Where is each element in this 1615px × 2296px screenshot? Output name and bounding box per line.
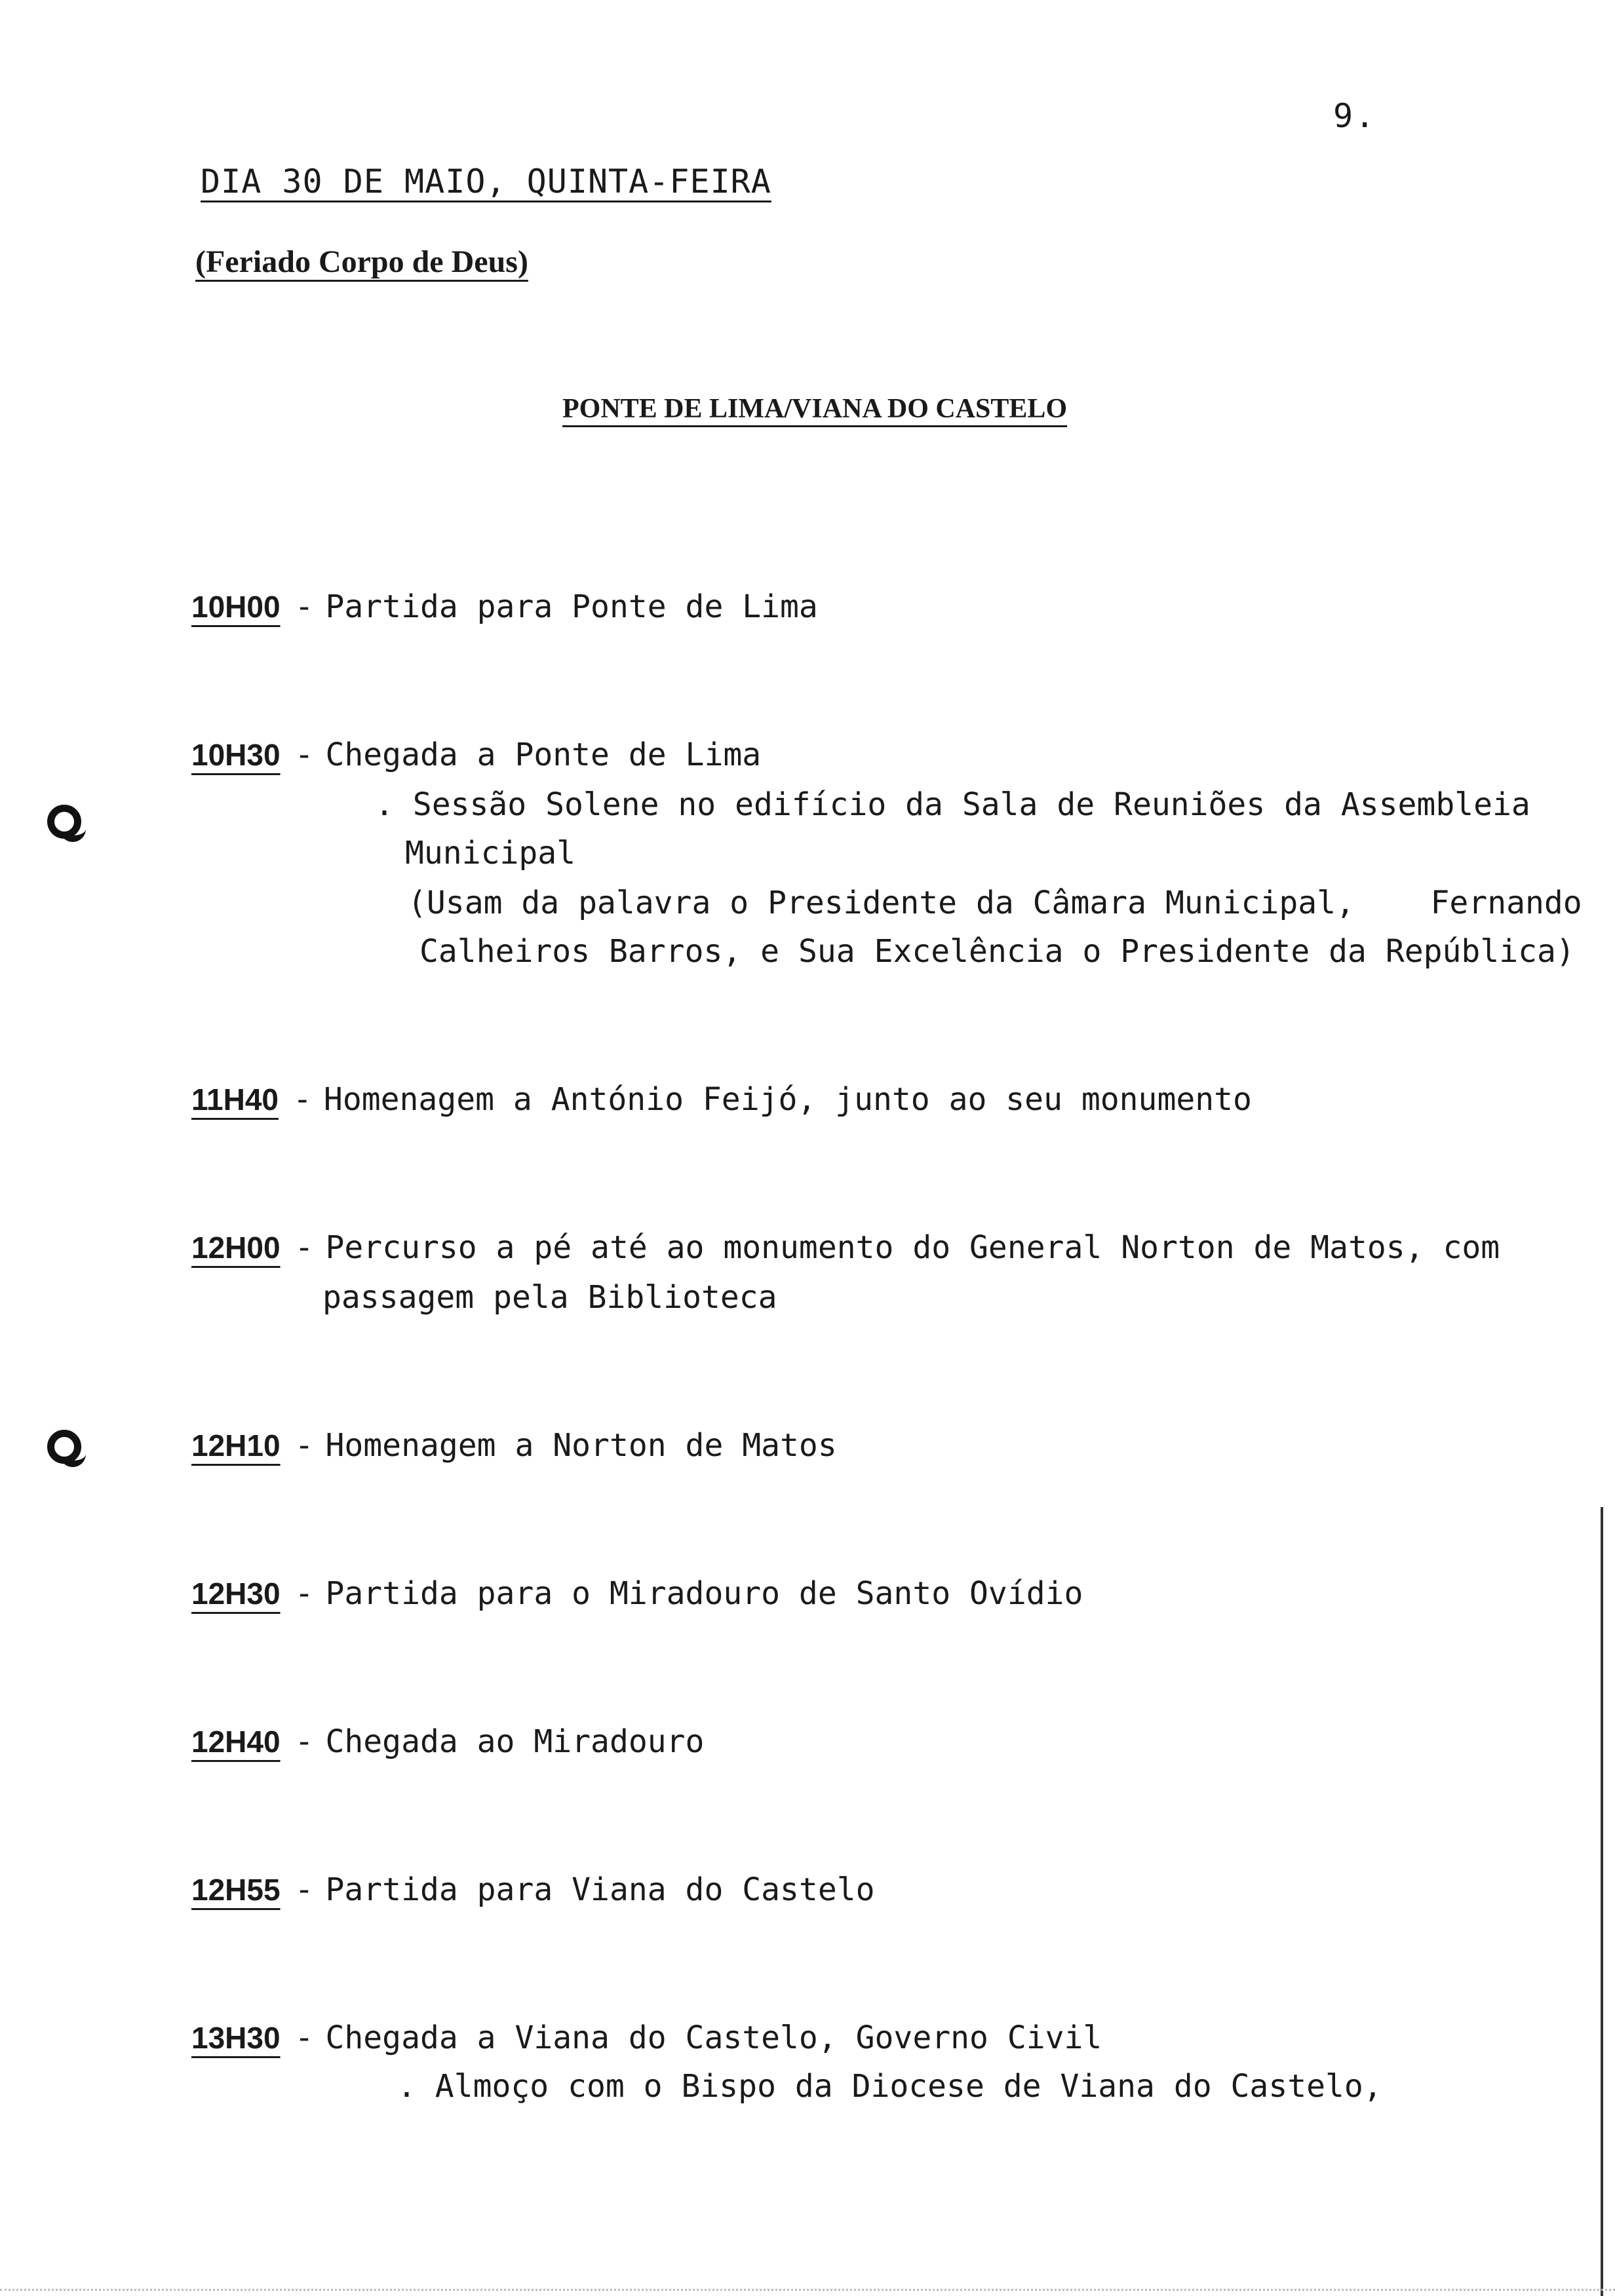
scan-edge-line bbox=[1601, 1507, 1603, 2296]
schedule-entry: 10H00 - Partida para Ponte de Lima bbox=[191, 588, 818, 625]
entry-time: 12H30 bbox=[191, 1577, 281, 1611]
holiday-note: (Feriado Corpo de Deus) bbox=[195, 244, 528, 279]
schedule-entry: 12H55 - Partida para Viana do Castelo bbox=[191, 1871, 875, 1908]
schedule-entry: 12H40 - Chegada ao Miradouro bbox=[191, 1723, 705, 1760]
schedule-entry: 13H30 - Chegada a Viana do Castelo, Governo Civil bbox=[191, 2019, 1102, 2056]
entry-time: 11H40 bbox=[191, 1082, 279, 1117]
schedule-entry: 12H10 - Homenagem a Norton de Matos bbox=[191, 1427, 837, 1464]
entry-text: Partida para Ponte de Lima bbox=[325, 588, 818, 625]
page-number: 9. bbox=[1333, 97, 1377, 135]
entry-text: Partida para o Miradouro de Santo Ovídio bbox=[325, 1575, 1083, 1612]
schedule-entry: 12H30 - Partida para o Miradouro de Santo Ovídio bbox=[191, 1575, 1083, 1612]
entry-text: Chegada a Ponte de Lima bbox=[325, 737, 762, 773]
entry-text: Chegada ao Miradouro bbox=[325, 1723, 705, 1760]
entry-text: Percurso a pé até ao monumento do General Norton de Matos, com bbox=[325, 1229, 1500, 1266]
scan-edge-line bbox=[0, 2287, 1615, 2291]
entry-text: Partida para Viana do Castelo bbox=[325, 1871, 875, 1908]
entry-text: Chegada a Viana do Castelo, Governo Civil bbox=[325, 2019, 1102, 2056]
entry-time: 13H30 bbox=[191, 2021, 281, 2055]
entry-time: 10H00 bbox=[191, 590, 281, 624]
entry-time: 12H55 bbox=[191, 1873, 281, 1907]
entry-detail: Calheiros Barros, e Sua Excelência o Presidente da República) bbox=[419, 933, 1575, 970]
schedule-entry: 10H30 - Chegada a Ponte de Lima bbox=[191, 737, 762, 773]
schedule-entry: 11H40 - Homenagem a António Feijó, junto ao seu monumento bbox=[191, 1081, 1252, 1118]
entry-detail: (Usam da palavra o Presidente da Câmara Municipal, Fernando bbox=[408, 885, 1582, 921]
entry-time: 12H10 bbox=[191, 1428, 281, 1463]
entry-detail: Municipal bbox=[405, 835, 576, 871]
day-title: DIA 30 DE MAIO, QUINTA-FEIRA bbox=[201, 163, 771, 201]
entry-time: 12H40 bbox=[191, 1725, 281, 1759]
entry-time: 12H00 bbox=[191, 1231, 281, 1265]
entry-text: Homenagem a António Feijó, junto ao seu monumento bbox=[323, 1081, 1252, 1118]
entry-detail: . Sessão Solene no edifício da Sala de Reuniões da Assembleia bbox=[375, 786, 1530, 823]
entry-text: Homenagem a Norton de Matos bbox=[325, 1427, 837, 1464]
location-heading: PONTE DE LIMA/VIANA DO CASTELO bbox=[562, 394, 1068, 424]
schedule-entry: 12H00 - Percurso a pé até ao monumento do General Norton de Matos, com bbox=[191, 1229, 1500, 1266]
punch-hole-icon bbox=[47, 1430, 81, 1464]
punch-hole-icon bbox=[47, 805, 81, 839]
entry-time: 10H30 bbox=[191, 738, 281, 772]
entry-detail: passagem pela Biblioteca bbox=[322, 1279, 777, 1316]
entry-detail: . Almoço com o Bispo da Diocese de Viana do Castelo, bbox=[397, 2068, 1382, 2105]
